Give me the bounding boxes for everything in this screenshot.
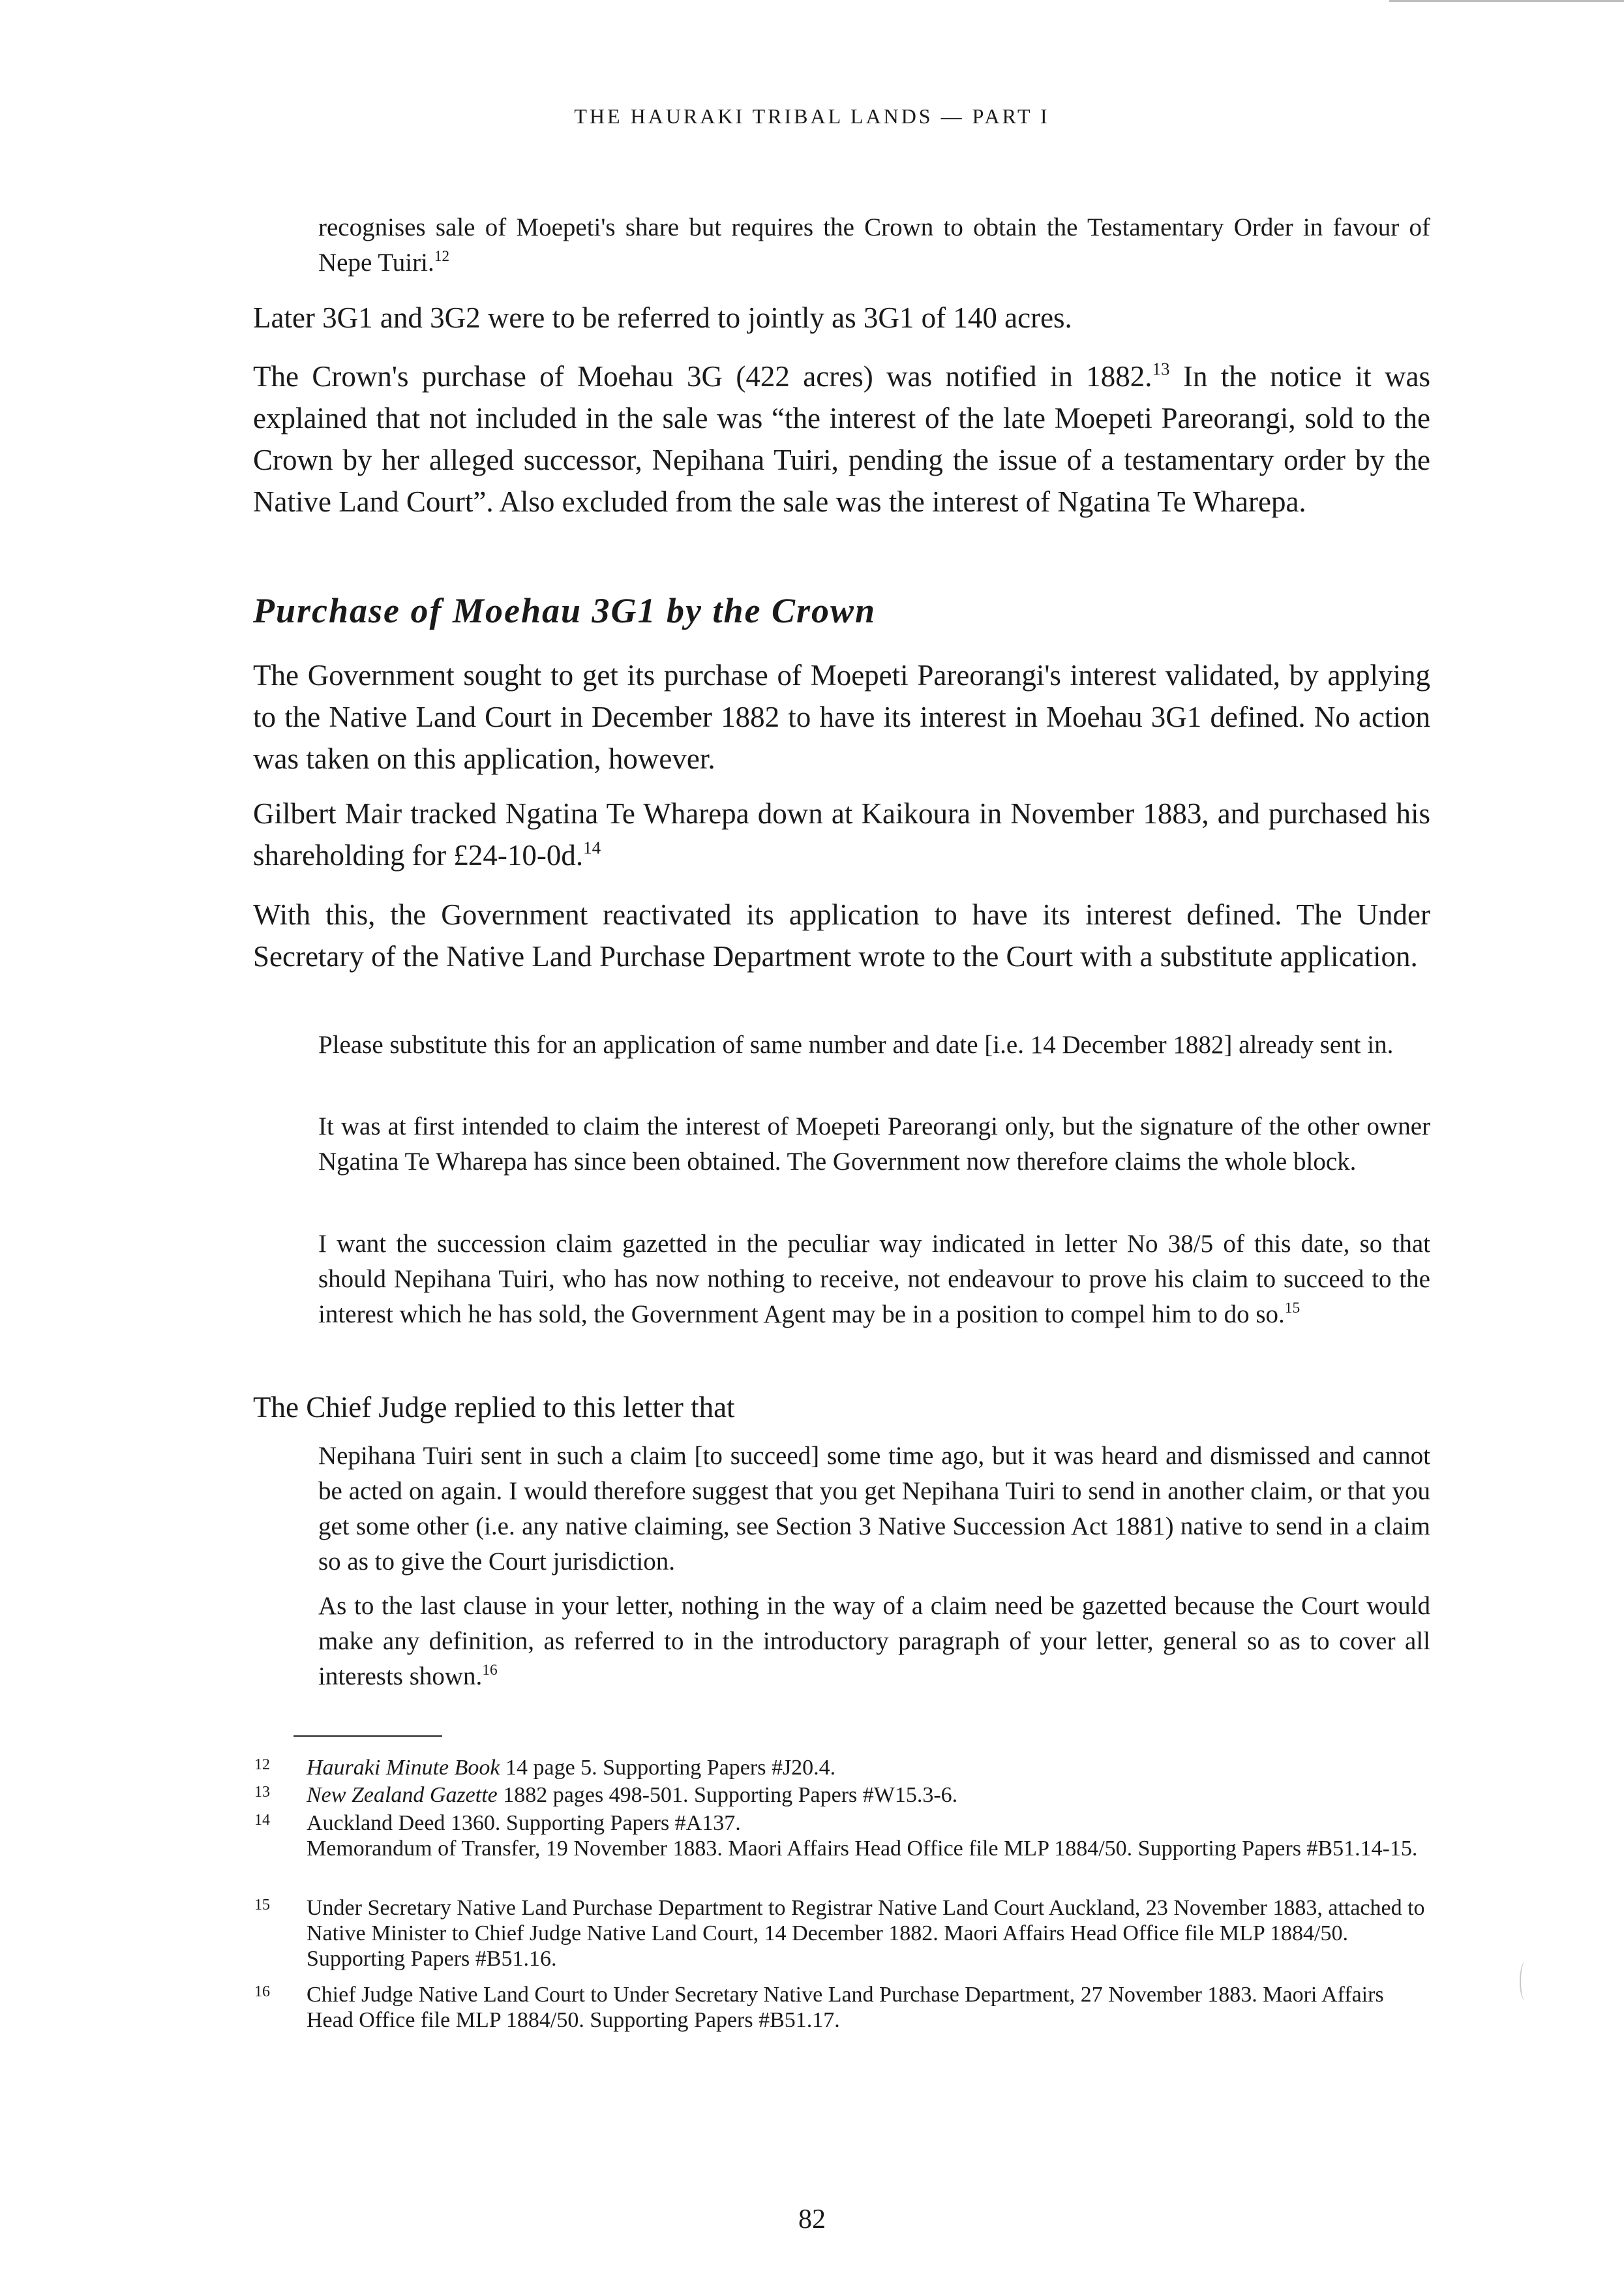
body-paragraph: Later 3G1 and 3G2 were to be referred to jointly as 3G1 of 140 acres. — [253, 301, 1072, 334]
footnote-ref: 16 — [482, 1661, 498, 1679]
section-heading: Purchase of Moehau 3G1 by the Crown — [253, 591, 877, 630]
footnote: 13 New Zealand Gazette 1882 pages 498-501. Supporting Papers #W15.3-6. — [254, 1783, 958, 1807]
footnote-divider — [293, 1735, 442, 1737]
footnote: 16 Chief Judge Native Land Court to Under Secretary Native Land Purchase Department, 27 November 1883. Maori Affairs Head Office file MLP 1884/50. Supporting Papers #B51.17. — [254, 1983, 1384, 2032]
body-paragraph: The Crown's purchase of Moehau 3G (422 acres) was notified in 1882.13 In the notice it was explained that not included in the sale was “the interest of the late Moepeti Pareorangi, sold to the Crown by her alleged successor, Nepihana Tuiri, pending the issue of a testamentary order by the Native Land Court”. Also excluded from the sale was the interest of Ngatina Te Wharepa. — [253, 359, 1430, 518]
body-paragraph: With this, the Government reactivated its application to have its interest defined. The Under Secretary of the Native Land Purchase Department wrote to the Court with a substitute application. — [253, 898, 1430, 973]
body-paragraph: The Chief Judge replied to this letter that — [253, 1391, 735, 1424]
footnote: 12 Hauraki Minute Book 14 page 5. Supporting Papers #J20.4. — [254, 1756, 836, 1780]
footnote-ref: 12 — [434, 247, 450, 265]
quote-paragraph: It was at first intended to claim the interest of Moepeti Pareorangi only, but the signature of the other owner Ngatina Te Wharepa has since been obtained. The Government now therefore claims the whole block. — [318, 1112, 1430, 1176]
footnote: 15 Under Secretary Native Land Purchase Department to Registrar Native Land Court Auckland, 23 November 1883, attached to Native Minister to Chief Judge Native Land Court, 14 December 1882. Maori Affairs Head Office file MLP 1884/50. Supporting Papers #B51.16. — [254, 1896, 1425, 1971]
footnote-ref: 15 — [1284, 1299, 1301, 1317]
margin-pencil-mark — [1520, 1962, 1530, 2000]
footnote-number: 15 — [254, 1897, 270, 1913]
footnote-ref: 14 — [583, 838, 601, 858]
body-paragraph: The Government sought to get its purchase of Moepeti Pareorangi's interest validated, by applying to the Native Land Court in December 1882 to have its interest in Moehau 3G1 defined. No action was taken on this application, however. — [253, 659, 1430, 775]
footnote-number: 16 — [254, 1983, 270, 2000]
footnote-number: 14 — [254, 1812, 270, 1829]
footnote-number: 13 — [254, 1784, 270, 1801]
running-head: THE HAURAKI TRIBAL LANDS — PART I — [574, 104, 1050, 128]
footnote-ref: 13 — [1152, 359, 1170, 379]
page-number: 82 — [798, 2204, 826, 2234]
top-edge-rule — [1389, 0, 1624, 2]
footnote: 14 Auckland Deed 1360. Supporting Papers #A137. Memorandum of Transfer, 19 November 1883. Maori Affairs Head Office file MLP 1884/50. Supporting Papers #B51.14-15. — [254, 1811, 1418, 1861]
quote-paragraph: I want the succession claim gazetted in the peculiar way indicated in letter No 38/5 of this date, so that should Nepihana Tuiri, who has now nothing to receive, not endeavour to prove his claim to succeed to the interest which he has sold, the Government Agent may be in a position to compel him to do so.$^{15}$ — [318, 1230, 1430, 1328]
footnote-number: 12 — [254, 1756, 270, 1773]
quote-paragraph: recognises sale of Moepeti's share but requires the Crown to obtain the Testamentary Order in favour of Nepe Tuiri.$^{12}$ — [318, 213, 1430, 277]
body-paragraph: Gilbert Mair tracked Ngatina Te Wharepa down at Kaikoura in November 1883, and purchased his shareholding for £24-10-0d.$^{14}$ — [253, 797, 1430, 872]
quote-paragraph: Nepihana Tuiri sent in such a claim [to succeed] some time ago, but it was heard and dismissed and cannot be acted on again. I would therefore suggest that you get Nepihana Tuiri to send in another claim, or that you get some other (i.e. any native claiming, see Section 3 Native Succession Act 1881) native to send in a claim so as to give the Court jurisdiction. — [318, 1442, 1430, 1576]
quote-paragraph: As to the last clause in your letter, nothing in the way of a claim need be gazetted because the Court would make any definition, as referred to in the introductory paragraph of your letter, general so as to cover all interests shown.$^{16}$ — [318, 1592, 1430, 1690]
quote-paragraph: Please substitute this for an application of same number and date [i.e. 14 December 1882] already sent in. — [318, 1031, 1394, 1059]
